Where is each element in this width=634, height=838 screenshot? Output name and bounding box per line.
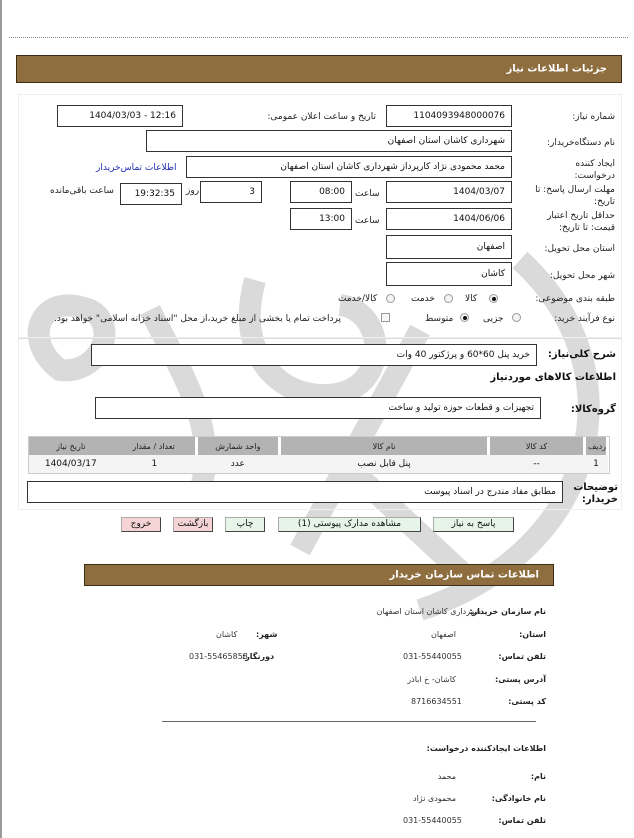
top-divider <box>9 37 628 38</box>
exit-button[interactable]: خروج <box>121 517 161 532</box>
description-label: شرح کلی‌نیاز: <box>547 349 616 360</box>
category-option-service: خدمت <box>411 294 435 304</box>
goods-info-title: اطلاعات کالاهای موردنیاز <box>490 372 616 383</box>
category-radio-service[interactable] <box>444 294 453 303</box>
deadline-date-field[interactable]: 1404/03/07 <box>386 181 512 203</box>
contact-org-label: نام سازمان خریدار: <box>469 607 546 616</box>
creator-family-label: نام خانوادگی: <box>491 794 546 803</box>
contact-province-label: استان: <box>519 630 546 639</box>
deadline-time-field[interactable]: 08:00 <box>290 181 352 203</box>
creator-name-label: نام: <box>530 772 546 781</box>
goods-table-header <box>29 437 608 455</box>
treasury-payment-checkbox[interactable] <box>381 313 390 322</box>
validity-time-field[interactable]: 13:00 <box>290 208 352 230</box>
contact-fax-label: دورنگار: <box>242 652 275 661</box>
buyer-org-label: نام دستگاه‌خریدار: <box>546 138 615 148</box>
creator-name-value: محمد <box>437 772 456 781</box>
validity-label: حداقل تاریخ اعتبار قیمت: تا تاریخ: <box>547 211 615 233</box>
contact-phone-value: 031-55440055 <box>403 652 462 661</box>
col-unit: واحد شمارش <box>196 437 280 455</box>
deadline-label: مهلت ارسال پاسخ: تا تاریخ: <box>535 185 615 207</box>
announce-field[interactable]: 1404/03/03 - 12:16 <box>57 105 183 127</box>
process-radio-minor[interactable] <box>512 313 521 322</box>
buyer-notes-label: توضیحات خریدار: <box>573 482 618 505</box>
category-option-goods-service: کالا/خدمت <box>338 294 378 304</box>
col-date: تاریخ نیاز <box>29 437 113 455</box>
deadline-time-label: ساعت <box>355 189 380 199</box>
reply-button[interactable]: پاسخ به نیاز <box>433 517 514 532</box>
category-label: طبقه بندی موضوعی: <box>535 294 615 304</box>
contact-province-value: اصفهان <box>430 630 456 639</box>
table-row <box>29 455 608 473</box>
contact-phone-label: تلفن تماس: <box>498 652 546 661</box>
contact-address-label: آدرس پستی: <box>495 675 546 684</box>
contact-postal-label: کد پستی: <box>508 697 546 706</box>
process-option-minor: جزیی <box>483 314 504 324</box>
remaining-time-field: 19:32:35 <box>120 183 182 205</box>
province-label: استان محل تحویل: <box>544 244 615 254</box>
validity-date-field[interactable]: 1404/06/06 <box>386 208 512 230</box>
col-name: نام کالا <box>280 437 489 455</box>
goods-table <box>29 437 609 473</box>
days-field[interactable]: 3 <box>200 181 262 203</box>
cell-code: -- <box>488 455 584 473</box>
buyer-org-field[interactable]: شهرداری کاشان استان اصفهان <box>146 130 512 152</box>
attachments-button[interactable]: مشاهده مدارک پیوستی (1) <box>278 517 421 532</box>
process-label: نوع فرآیند خرید: <box>554 314 615 324</box>
creator-family-value: محمودی نژاد <box>413 794 456 803</box>
city-label: شهر محل تحویل: <box>549 271 615 281</box>
buyer-contact-header <box>84 564 554 586</box>
cell-qty: 1 <box>113 455 197 473</box>
contact-fax-value: 031-55465858 <box>189 652 248 661</box>
buyer-contact-link[interactable]: اطلاعات تماس‌خریدار <box>96 163 177 173</box>
contact-city-value: کاشان <box>216 630 238 639</box>
need-details-title: جزئیات اطلاعات نیاز <box>506 63 607 75</box>
cell-name: پنل قابل نصب <box>280 455 489 473</box>
col-code: کد کالا <box>488 437 584 455</box>
need-number-field[interactable]: 1104093948000076 <box>386 105 512 127</box>
category-radio-goods-service[interactable] <box>386 294 395 303</box>
category-option-goods: کالا <box>465 294 478 304</box>
creator-phone-value: 031-55440055 <box>403 816 462 825</box>
province-field[interactable]: اصفهان <box>386 235 512 259</box>
goods-group-label: گروه‌کالا: <box>570 404 616 415</box>
category-radio-goods[interactable] <box>489 294 498 303</box>
need-number-label: شماره نیاز: <box>572 112 615 122</box>
creator-divider <box>162 721 536 722</box>
buyer-contact-title: اطلاعات تماس سازمان خریدار <box>389 569 539 581</box>
validity-time-label: ساعت <box>355 216 380 226</box>
creator-field[interactable]: محمد محمودی نژاد کارپرداز شهرداری کاشان استان اصفهان <box>186 156 512 178</box>
goods-group-field: تجهیزات و قطعات حوزه تولید و ساخت <box>95 397 541 419</box>
contact-address-value: کاشان- خ اباذر <box>407 675 456 684</box>
need-details-header <box>16 55 622 83</box>
contact-postal-value: 8716634551 <box>411 697 462 706</box>
contact-org-value: شهرداری کاشان استان اصفهان <box>376 607 481 616</box>
col-row: ردیف <box>585 437 608 455</box>
announce-label: تاریخ و ساعت اعلان عمومی: <box>267 112 376 122</box>
back-button[interactable]: بازگشت <box>173 517 213 532</box>
buyer-notes-field: مطابق مفاد مندرج در اسناد پیوست <box>27 481 563 503</box>
description-field: خرید پنل 60*60 و پرژکتور 40 وات <box>91 344 537 366</box>
creator-info-title: اطلاعات ایجادکننده درخواست: <box>426 744 546 753</box>
process-radio-medium[interactable] <box>460 313 469 322</box>
treasury-payment-note: پرداخت تمام یا بخشی از مبلغ خرید،از محل "اسناد خزانه اسلامی" خواهد بود. <box>54 314 342 324</box>
city-field[interactable]: کاشان <box>386 262 512 286</box>
process-option-medium: متوسط <box>425 314 454 324</box>
cell-row: 1 <box>585 455 608 473</box>
contact-city-label: شهر: <box>256 630 278 639</box>
cell-unit: عدد <box>196 455 280 473</box>
creator-phone-label: تلفن تماس: <box>498 816 546 825</box>
creator-label: ایجاد کننده درخواست: <box>574 159 615 181</box>
col-qty: تعداد / مقدار <box>113 437 197 455</box>
remaining-label: ساعت باقی‌مانده <box>50 186 114 196</box>
print-button[interactable]: چاپ <box>225 517 265 532</box>
left-border <box>0 0 2 838</box>
cell-date: 1404/03/17 <box>29 455 113 473</box>
days-label: روز <box>186 186 200 196</box>
